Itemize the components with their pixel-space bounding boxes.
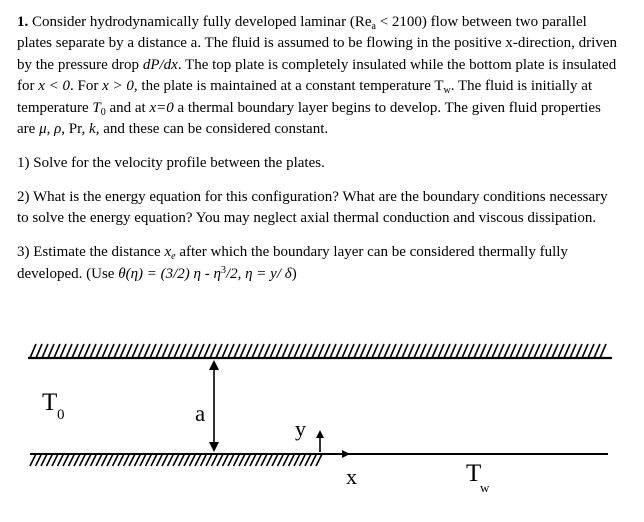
hatch-stroke — [132, 344, 138, 358]
bottom-plate-hatching — [30, 454, 322, 466]
hatch-stroke — [217, 454, 223, 466]
hatch-stroke — [267, 454, 273, 466]
hatch-stroke — [462, 344, 468, 358]
hatch-stroke — [420, 344, 426, 358]
hatch-stroke — [184, 454, 190, 466]
text-run: x < 0 — [38, 78, 71, 95]
hatch-stroke — [432, 344, 438, 358]
text-run: Consider hydrodynamically fully developed laminar (Re — [28, 14, 372, 30]
hatch-stroke — [246, 344, 252, 358]
tw-label: T — [466, 460, 482, 487]
hatch-stroke — [510, 344, 516, 358]
hatch-stroke — [396, 344, 402, 358]
hatch-stroke — [270, 344, 276, 358]
hatch-stroke — [354, 344, 360, 358]
hatch-stroke — [576, 344, 582, 358]
hatch-stroke — [546, 344, 552, 358]
question-2-text — [17, 189, 608, 226]
text-run: μ, ρ — [39, 121, 62, 138]
hatch-stroke — [336, 344, 342, 358]
hatch-stroke — [108, 344, 114, 358]
text-run: . For — [70, 78, 103, 95]
top-plate — [28, 344, 612, 358]
question-3 — [17, 242, 617, 285]
hatch-stroke — [468, 344, 474, 358]
hatch-stroke — [414, 344, 420, 358]
hatch-stroke — [348, 344, 354, 358]
hatch-stroke — [124, 454, 130, 466]
hatch-stroke — [384, 344, 390, 358]
hatch-stroke — [600, 344, 606, 358]
hatch-stroke — [210, 344, 216, 358]
hatch-stroke — [588, 344, 594, 358]
hatch-stroke — [305, 454, 311, 466]
text-run: /2, η = y/ δ — [225, 265, 292, 282]
y-axis-arrow-head — [316, 430, 324, 438]
hatch-stroke — [222, 344, 228, 358]
hatch-stroke — [294, 344, 300, 358]
hatch-stroke — [250, 454, 256, 466]
text-run: x > 0 — [102, 78, 134, 95]
hatch-stroke — [552, 344, 558, 358]
hatch-stroke — [204, 344, 210, 358]
hatch-stroke — [118, 454, 124, 466]
hatch-stroke — [157, 454, 163, 466]
hatch-stroke — [256, 454, 262, 466]
hatch-stroke — [534, 344, 540, 358]
hatch-stroke — [228, 454, 234, 466]
hatch-stroke — [190, 454, 196, 466]
hatch-stroke — [228, 344, 234, 358]
channel-diagram-svg — [0, 334, 644, 522]
hatch-stroke — [63, 454, 69, 466]
hatch-stroke — [36, 454, 42, 466]
hatch-stroke — [150, 344, 156, 358]
t0-label-subscript: 0 — [57, 407, 65, 423]
hatch-stroke — [69, 454, 75, 466]
y-axis-arrow — [316, 430, 324, 452]
hatch-stroke — [311, 454, 317, 466]
hatch-stroke — [289, 454, 295, 466]
gap-a-label: a — [195, 401, 206, 426]
hatch-stroke — [96, 454, 102, 466]
hatch-stroke — [306, 344, 312, 358]
text-run: . The top plate is completely insulated while the bottom plate is insulated for — [17, 56, 617, 95]
hatch-stroke — [324, 344, 330, 358]
hatch-stroke — [402, 344, 408, 358]
hatch-stroke — [162, 454, 168, 466]
hatch-stroke — [312, 344, 318, 358]
hatch-stroke — [234, 454, 240, 466]
text-run: e — [171, 251, 176, 263]
hatch-stroke — [216, 344, 222, 358]
hatch-stroke — [318, 344, 324, 358]
hatch-stroke — [456, 344, 462, 358]
hatch-stroke — [173, 454, 179, 466]
hatch-stroke — [594, 344, 600, 358]
hatch-stroke — [84, 344, 90, 358]
hatch-stroke — [272, 454, 278, 466]
hatch-stroke — [102, 344, 108, 358]
hatch-stroke — [316, 454, 322, 466]
hatch-stroke — [234, 344, 240, 358]
hatch-stroke — [330, 344, 336, 358]
text-run: 0 — [100, 106, 106, 118]
hatch-stroke — [186, 344, 192, 358]
hatch-stroke — [140, 454, 146, 466]
hatch-stroke — [96, 344, 102, 358]
hatch-stroke — [47, 454, 53, 466]
hatch-stroke — [179, 454, 185, 466]
hatch-stroke — [276, 344, 282, 358]
problem-text — [17, 12, 617, 297]
hatch-stroke — [278, 454, 284, 466]
hatch-stroke — [135, 454, 141, 466]
hatch-stroke — [252, 344, 258, 358]
hatch-stroke — [408, 344, 414, 358]
hatch-stroke — [360, 344, 366, 358]
hatch-stroke — [192, 344, 198, 358]
hatch-stroke — [151, 454, 157, 466]
text-run: after which the boundary layer can be considered thermally fully developed. (Use — [17, 244, 568, 282]
text-run: x=0 — [149, 99, 174, 116]
hatch-stroke — [282, 344, 288, 358]
x-axis-arrow-head — [342, 450, 350, 458]
channel-diagram — [0, 334, 644, 522]
text-run: ) — [291, 265, 297, 282]
gap-arrow-up-head — [209, 360, 219, 370]
hatch-stroke — [102, 454, 108, 466]
hatch-stroke — [60, 344, 66, 358]
hatch-stroke — [516, 344, 522, 358]
hatch-stroke — [492, 344, 498, 358]
gap-dimension-arrow — [209, 360, 219, 452]
hatch-stroke — [582, 344, 588, 358]
problem-number: 1. — [17, 14, 29, 30]
hatch-stroke — [58, 454, 64, 466]
hatch-stroke — [113, 454, 119, 466]
x-axis-arrow — [334, 450, 350, 458]
x-axis-label: x — [346, 464, 357, 489]
hatch-stroke — [300, 344, 306, 358]
text-run: , the plate is maintained at a constant temperature T — [133, 78, 444, 95]
hatch-stroke — [36, 344, 42, 358]
hatch-stroke — [48, 344, 54, 358]
hatch-stroke — [283, 454, 289, 466]
hatch-stroke — [80, 454, 86, 466]
hatch-stroke — [180, 344, 186, 358]
hatch-stroke — [528, 344, 534, 358]
hatch-stroke — [258, 344, 264, 358]
hatch-stroke — [91, 454, 97, 466]
hatch-stroke — [138, 344, 144, 358]
hatch-stroke — [212, 454, 218, 466]
hatch-stroke — [168, 454, 174, 466]
y-axis-label: y — [295, 416, 306, 441]
text-run: a thermal boundary layer begins to develop. The given fluid properties are — [17, 99, 601, 138]
problem-intro-text — [17, 14, 617, 137]
text-run: 2) What is the energy equation for this configuration? What are the boundary conditions necessary to solve the energy equation? You may neglect axial thermal conduction and viscous dissipation. — [17, 188, 608, 227]
hatch-stroke — [570, 344, 576, 358]
text-run: k — [89, 121, 96, 138]
text-run: a — [371, 21, 376, 32]
hatch-stroke — [245, 454, 251, 466]
hatch-stroke — [390, 344, 396, 358]
text-run: x — [164, 244, 172, 261]
hatch-stroke — [366, 344, 372, 358]
hatch-stroke — [66, 344, 72, 358]
question-1-text — [17, 155, 325, 171]
hatch-stroke — [444, 344, 450, 358]
hatch-stroke — [264, 344, 270, 358]
hatch-stroke — [261, 454, 267, 466]
hatch-stroke — [288, 344, 294, 358]
hatch-stroke — [480, 344, 486, 358]
hatch-stroke — [144, 344, 150, 358]
hatch-stroke — [300, 454, 306, 466]
hatch-stroke — [168, 344, 174, 358]
question-3-text — [17, 244, 568, 281]
bottom-plate — [30, 454, 608, 466]
problem-intro — [17, 12, 617, 140]
text-run: T — [92, 99, 101, 116]
gap-arrow-down-head — [209, 442, 219, 452]
hatch-stroke — [74, 454, 80, 466]
hatch-stroke — [558, 344, 564, 358]
hatch-stroke — [114, 344, 120, 358]
text-run: and at — [105, 99, 150, 116]
text-run: 1) Solve for the velocity profile between the plates. — [17, 154, 325, 171]
question-2 — [17, 187, 617, 230]
hatch-stroke — [30, 454, 36, 466]
text-run: 3 — [220, 264, 226, 276]
hatch-stroke — [201, 454, 207, 466]
text-run: dP/dx — [142, 56, 178, 73]
hatch-stroke — [162, 344, 168, 358]
hatch-stroke — [146, 454, 152, 466]
text-run: < 2100) flow between two parallel plates separate by a distance a. The fluid is assumed to be flowing in the positive x-direction, driven by the pressure drop — [17, 14, 617, 73]
hatch-stroke — [540, 344, 546, 358]
hatch-stroke — [126, 344, 132, 358]
text-run: . The fluid is initially at temperature — [17, 78, 593, 116]
hatch-stroke — [240, 344, 246, 358]
hatch-stroke — [206, 454, 212, 466]
hatch-stroke — [486, 344, 492, 358]
hatch-stroke — [129, 454, 135, 466]
hatch-stroke — [42, 344, 48, 358]
hatch-stroke — [78, 344, 84, 358]
hatch-stroke — [54, 344, 60, 358]
hatch-stroke — [195, 454, 201, 466]
hatch-stroke — [504, 344, 510, 358]
hatch-stroke — [239, 454, 245, 466]
hatch-stroke — [474, 344, 480, 358]
hatch-stroke — [498, 344, 504, 358]
hatch-stroke — [85, 454, 91, 466]
hatch-stroke — [41, 454, 47, 466]
top-plate-hatching — [30, 344, 606, 358]
tw-label-subscript: w — [480, 480, 490, 495]
text-run: , Pr, — [61, 121, 90, 138]
hatch-stroke — [450, 344, 456, 358]
hatch-stroke — [438, 344, 444, 358]
text-run: 3) Estimate the distance — [17, 244, 165, 261]
hatch-stroke — [156, 344, 162, 358]
hatch-stroke — [174, 344, 180, 358]
hatch-stroke — [198, 344, 204, 358]
text-run: w — [443, 85, 451, 97]
hatch-stroke — [522, 344, 528, 358]
hatch-stroke — [72, 344, 78, 358]
hatch-stroke — [372, 344, 378, 358]
hatch-stroke — [426, 344, 432, 358]
hatch-stroke — [30, 344, 36, 358]
hatch-stroke — [52, 454, 58, 466]
hatch-stroke — [564, 344, 570, 358]
question-1 — [17, 153, 617, 174]
hatch-stroke — [107, 454, 113, 466]
hatch-stroke — [294, 454, 300, 466]
t0-label: T — [42, 389, 58, 416]
hatch-stroke — [90, 344, 96, 358]
hatch-stroke — [120, 344, 126, 358]
hatch-stroke — [378, 344, 384, 358]
hatch-stroke — [342, 344, 348, 358]
hatch-stroke — [223, 454, 229, 466]
text-run: θ(η) = (3/2) η - η — [118, 265, 221, 282]
text-run: , and these can be considered constant. — [95, 121, 329, 138]
